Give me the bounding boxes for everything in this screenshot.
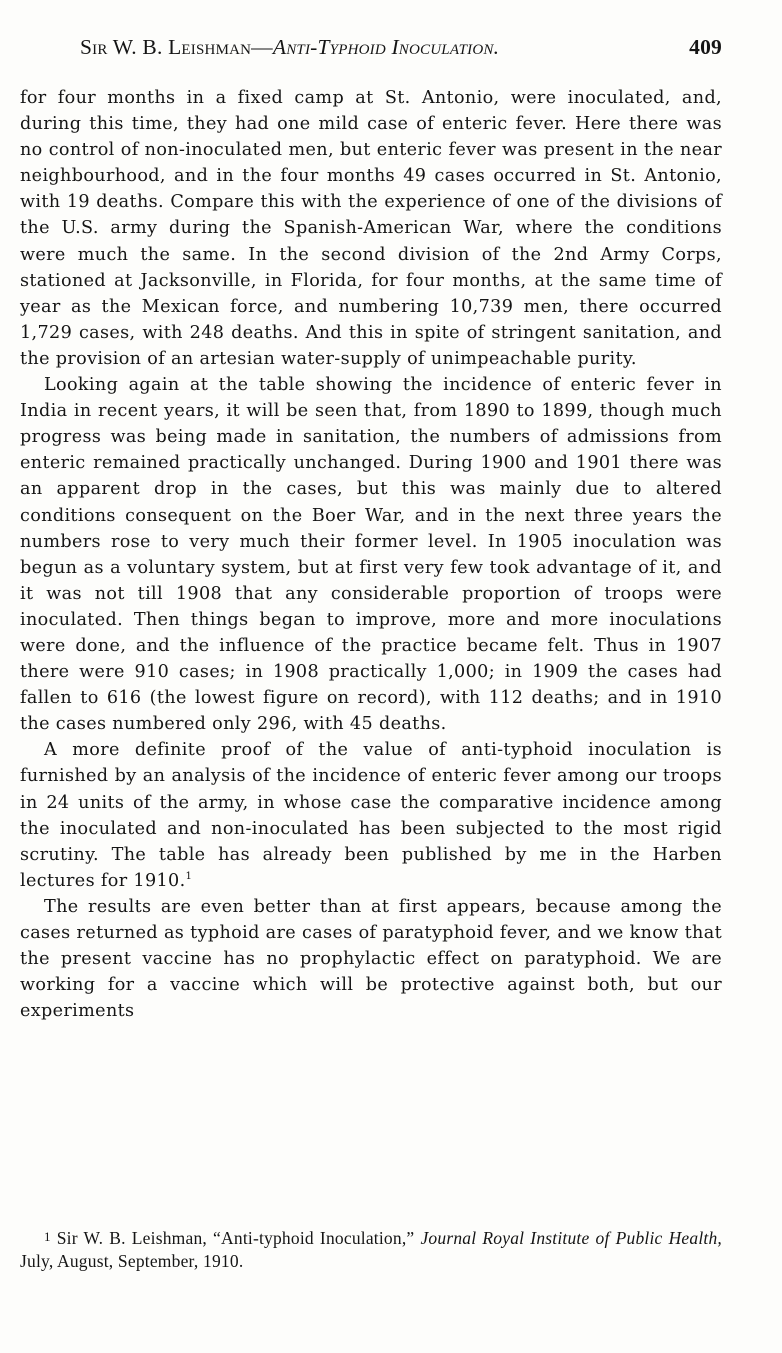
header-author: Sir W. B. Leishman— — [80, 35, 273, 59]
running-head-title — [80, 34, 499, 60]
paragraph-3-text: A more definite proof of the value of anti-typhoid inoculation is furnished by an analysis of the incidence of enteric fever among our troops in 24 units of the army, in whose case the comparative incidence among the inoculated and non-inoculated has been subjected to the most rigid scrutiny. The table has already been published by me in the Harben lectures for 1910. — [20, 740, 722, 891]
paragraph-1: for four months in a fixed camp at St. Antonio, were inoculated, and, during this time, they had one mild case of enteric fever. Here there was no control of non-inoculated men, but enteric fever was present in the near neighbourhood, and in the four months 49 cases occurred in St. Antonio, with 19 deaths. Compare this with the experience of one of the divisions of the U.S. army during the Spanish-American War, where the conditions were much the same. In the second division of the 2nd Army Corps, stationed at Jacksonville, in Florida, for four months, at the same time of year as the Mexican force, and numbering 10,739 men, there occurred 1,729 cases, with 248 deaths. And this in spite of stringent sanitation, and the provision of an artesian water-supply of unimpeachable purity. — [20, 88, 722, 369]
body-text — [20, 85, 722, 1024]
footnote-reference: 1 — [185, 870, 193, 882]
paragraph-3 — [20, 737, 722, 894]
header-article-title: Anti-Typhoid Inoculation. — [272, 35, 500, 59]
paragraph-4: The results are even better than at first appears, because among the cases returned as typhoid are cases of paratyphoid fever, and we know that the present vaccine has no prophylactic effect on paratyphoid. We are working for a vaccine which will be protective against both, but our experiments — [20, 896, 722, 1022]
footnote-journal: Journal Royal Institute of Public Health, — [420, 1228, 722, 1248]
footnote-dates: July, August, September, 1910. — [20, 1250, 244, 1271]
footnote-mark: 1 — [44, 1229, 51, 1244]
footnote — [20, 1226, 722, 1272]
paragraph-2: Looking again at the table showing the incidence of enteric fever in India in recent years, it will be seen that, from 1890 to 1899, though much progress was being made in sanitation, the numbers of admissions from enteric remained practically unchanged. During 1900 and 1901 there was an apparent drop in the cases, but this was mainly due to altered conditions consequent on the Boer War, and in the next three years the numbers rose to very much their former level. In 1905 inoculation was begun as a voluntary system, but at first very few took advantage of it, and it was not till 1908 that any considerable proportion of troops were inoculated. Then things began to improve, more and more inoculations were done, and the influence of the practice became felt. Thus in 1907 there were 910 cases; in 1908 practically 1,000; in 1909 the cases had fallen to 616 (the lowest figure on record), with 112 deaths; and in 1910 the cases numbered only 296, with 45 deaths. — [20, 375, 722, 735]
page-number: 409 — [689, 35, 722, 59]
running-head — [20, 34, 722, 60]
footnote-text: Sir W. B. Leishman, “Anti-typhoid Inoculation,” — [56, 1228, 415, 1248]
